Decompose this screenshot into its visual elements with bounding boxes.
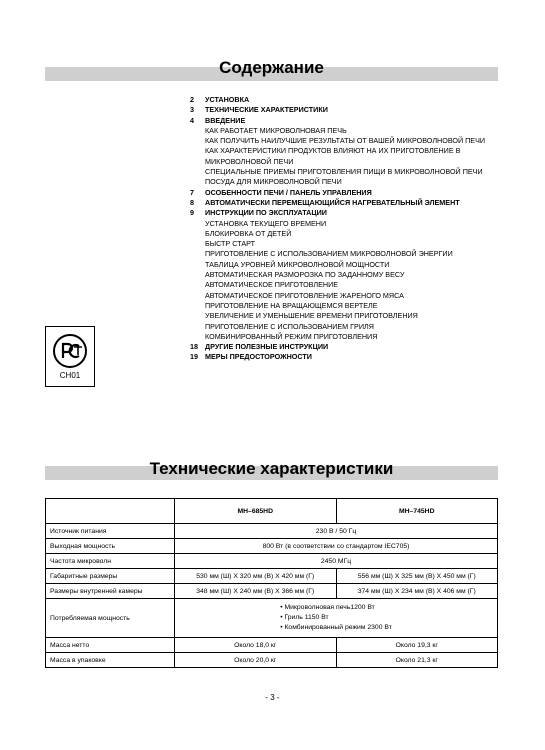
table-of-contents (190, 95, 510, 363)
spec-table (45, 498, 498, 668)
spec-value-cell: Около 18,0 кг (175, 638, 337, 653)
certification-mark (45, 326, 95, 387)
toc-subentry: КОМБИНИРОВАННЫЙ РЕЖИМ ПРИГОТОВЛЕНИЯ (205, 331, 378, 341)
spec-label-cell: Габаритные размеры (46, 569, 175, 584)
spec-label-cell: Потребляемая мощность (46, 599, 175, 638)
toc-heading: ДРУГИЕ ПОЛЕЗНЫЕ ИНСТРУКЦИИ (205, 342, 329, 352)
header-blank-cell (46, 499, 175, 524)
spec-label-cell: Масса в упаковке (46, 653, 175, 668)
page-number: - 3 - (265, 693, 280, 702)
toc-entry (190, 352, 510, 362)
toc-page-number: 7 (190, 187, 194, 197)
spec-value-cell: 348 мм (Ш) X 240 мм (В) X 366 мм (Г) (175, 584, 337, 599)
toc-heading: АВТОМАТИЧЕСКИ ПЕРЕМЕЩАЮЩИЙСЯ НАГРЕВАТЕЛЬНЫЙ ЭЛЕМЕНТ (205, 197, 460, 207)
spec-label-cell: Масса нетто (46, 638, 175, 653)
spec-label-cell: Источник питания (46, 524, 175, 539)
model-header-cell: MH–745HD (336, 499, 498, 524)
spec-value-cell (175, 599, 498, 638)
toc-subentry: КАК РАБОТАЕТ МИКРОВОЛНОВАЯ ПЕЧЬ (205, 125, 347, 135)
table-row (46, 524, 498, 539)
spec-value-cell: 374 мм (Ш) X 234 мм (В) X 406 мм (Г) (336, 584, 498, 599)
toc-heading: УСТАНОВКА (205, 95, 250, 104)
spec-label-cell: Частота микроволн (46, 554, 175, 569)
toc-entry (190, 188, 510, 198)
toc-heading: ВВЕДЕНИЕ (205, 115, 246, 125)
cert-code: CH01 (59, 371, 81, 380)
table-row (46, 653, 498, 668)
toc-entry (190, 198, 510, 208)
toc-page-number: 3 (190, 105, 194, 115)
toc-subentry: АВТОМАТИЧЕСКАЯ РАЗМОРОЗКА ПО ЗАДАННОМУ ВЕСУ (205, 270, 405, 280)
table-header-row (46, 499, 498, 524)
toc-subentry: БЛОКИРОВКА ОТ ДЕТЕЙ (205, 228, 292, 238)
toc-heading: ТЕХНИЧЕСКИЕ ХАРАКТЕРИСТИКИ (205, 105, 328, 115)
toc-entry (190, 95, 510, 105)
power-list-item: • Комбинированный режим 2300 Вт (280, 624, 392, 631)
table-row (46, 539, 498, 554)
toc-entry (190, 116, 510, 188)
toc-page-number: 4 (190, 115, 194, 125)
toc-page-number: 9 (190, 208, 194, 218)
toc-subentry: СПЕЦИАЛЬНЫЕ ПРИЕМЫ ПРИГОТОВЛЕНИЯ ПИЩИ В МИКРОВОЛНОВОЙ ПЕЧИ (205, 167, 483, 177)
power-list-item: • Микроволновая печь1200 Вт (280, 604, 375, 611)
spec-value-cell: 530 мм (Ш) X 320 мм (В) X 420 мм (Г) (175, 569, 337, 584)
toc-subentry: ПРИГОТОВЛЕНИЕ С ИСПОЛЬЗОВАНИЕМ МИКРОВОЛНОВОЙ ЭНЕРГИИ (205, 249, 453, 259)
spec-label-cell: Выходная мощность (46, 539, 175, 554)
toc-subentry: БЫСТР СТАРТ (205, 239, 255, 249)
toc-heading: ИНСТРУКЦИИ ПО ЭКСПЛУАТАЦИИ (205, 208, 327, 218)
toc-entry (190, 105, 510, 115)
toc-subentry: КАК ПОЛУЧИТЬ НАИЛУЧШИЕ РЕЗУЛЬТАТЫ ОТ ВАШЕЙ МИКРОВОЛНОВОЙ ПЕЧИ (205, 136, 486, 146)
toc-subentry: ТАБЛИЦА УРОВНЕЙ МИКРОВОЛНОВОЙ МОЩНОСТИ (205, 259, 390, 269)
toc-entry (190, 208, 510, 342)
table-row (46, 584, 498, 599)
pct-logo-icon (52, 333, 88, 369)
toc-subentry: УВЕЛИЧЕНИЕ И УМЕНЬШЕНИЕ ВРЕМЕНИ ПРИГОТОВЛЕНИЯ (205, 311, 418, 321)
toc-subentry: ПОСУДА ДЛЯ МИКРОВОЛНОВОЙ ПЕЧИ (205, 177, 342, 187)
table-row (46, 599, 498, 638)
spec-value-cell: Около 20,0 кг (175, 653, 337, 668)
toc-heading: ОСОБЕННОСТИ ПЕЧИ / ПАНЕЛЬ УПРАВЛЕНИЯ (205, 187, 372, 197)
spec-value-cell: Около 21,3 кг (336, 653, 498, 668)
spec-value-cell: Около 19,3 кг (336, 638, 498, 653)
toc-page-number: 18 (190, 342, 198, 352)
spec-title: Технические характеристики (149, 459, 394, 478)
spec-value-cell: 556 мм (Ш) X 325 мм (В) X 450 мм (Г) (336, 569, 498, 584)
spec-value-cell: 230 В / 50 Гц (175, 524, 498, 539)
toc-entry (190, 342, 510, 352)
toc-title: Содержание (219, 58, 324, 77)
table-row (46, 554, 498, 569)
toc-heading: МЕРЫ ПРЕДОСТОРОЖНОСТИ (205, 352, 312, 362)
toc-subentry: ПРИГОТОВЛЕНИЕ НА ВРАЩАЮЩЕМСЯ ВЕРТЕЛЕ (205, 300, 378, 310)
spec-value-cell: 2450 МГц (175, 554, 498, 569)
toc-subentry: КАК ХАРАКТЕРИСТИКИ ПРОДУКТОВ ВЛИЯЮТ НА ИХ ПРИГОТОВЛЕНИЕ В МИКРОВОЛНОВОЙ ПЕЧИ (205, 146, 461, 166)
toc-page-number: 2 (190, 95, 194, 104)
toc-page-number: 8 (190, 197, 194, 207)
table-row (46, 638, 498, 653)
table-row (46, 569, 498, 584)
power-list-item: • Гриль 1150 Вт (280, 614, 329, 621)
toc-page-number: 19 (190, 352, 198, 362)
spec-value-cell: 800 Вт (в соответствии со стандартом IEC705) (175, 539, 498, 554)
toc-subentry: УСТАНОВКА ТЕКУЩЕГО ВРЕМЕНИ (205, 218, 327, 228)
toc-subentry: АВТОМАТИЧЕСКОЕ ПРИГОТОВЛЕНИЕ (205, 280, 339, 290)
toc-subentry: АВТОМАТИЧЕСКОЕ ПРИГОТОВЛЕНИЕ ЖАРЕНОГО МЯСА (205, 290, 404, 300)
toc-subentry: ПРИГОТОВЛЕНИЕ С ИСПОЛЬЗОВАНИЕМ ГРИЛЯ (205, 321, 374, 331)
spec-label-cell: Размеры внутренней камеры (46, 584, 175, 599)
model-header-cell: MH–685HD (175, 499, 337, 524)
